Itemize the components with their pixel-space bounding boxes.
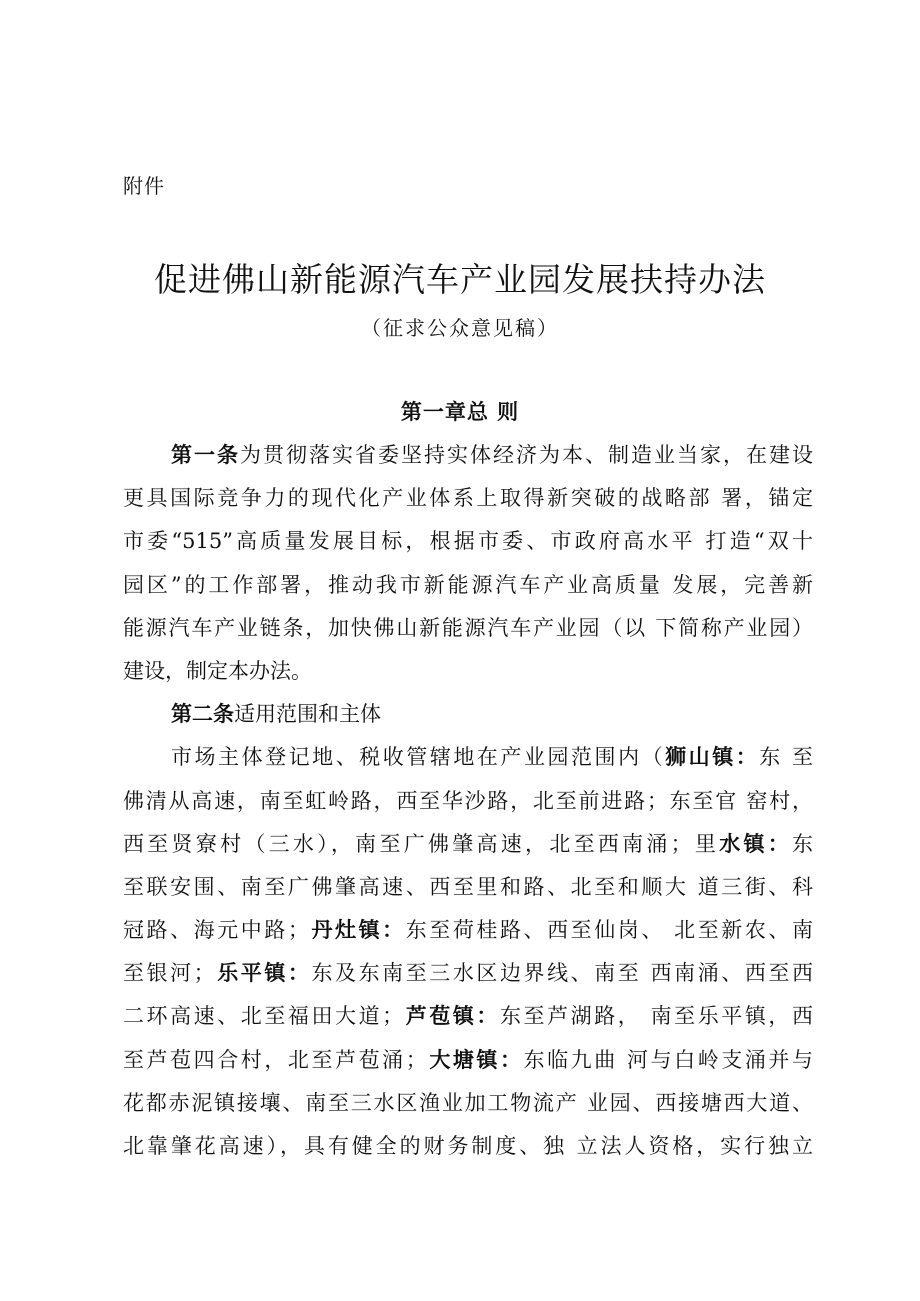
article1-line-4: 园区”的工作部署，推动我市新能源汽车产业高质量 发展，完善新 — [123, 572, 813, 597]
scope-line-1 — [123, 736, 813, 779]
scope-text: 至银河； — [123, 961, 215, 986]
scope-text: 至芦苞四合村，北至芦苞涌； — [123, 1047, 427, 1072]
attachment-label: 附件 — [123, 174, 165, 198]
article1-line-6: 建设，制定本办法。 — [123, 658, 312, 683]
scope-line-4: 至联安围、南至广佛肇高速、西至里和路、北至和顺大 道三街、科 — [123, 874, 813, 899]
scope-text: 二环高速、北至福田大道； — [123, 1004, 404, 1029]
article1-line-3: 市委“515”高质量发展目标，根据市委、市政府高水平 打造“双十 — [123, 529, 813, 554]
scope-text: 冠路、海元中路； — [123, 918, 309, 943]
scope-text: 东至荷桂路、西至仙岗、 北至新农、南 — [405, 918, 813, 943]
document-title: 促进佛山新能源汽车产业园发展扶持办法 — [154, 260, 766, 299]
scope-text: 东及东南至三水区边界线、南至 西南涌、西至西 — [311, 961, 813, 986]
article1-label: 第一条 — [171, 443, 240, 467]
document-subtitle: （征求公众意见稿） — [361, 316, 559, 340]
scope-line-10: 北靠肇花高速），具有健全的财务制度、独 立法人资格，实行独立 — [123, 1134, 813, 1158]
article1-line-2: 更具国际竞争力的现代化产业体系上取得新突破的战略部 署，锚定 — [123, 486, 813, 511]
scope-line-9: 花都赤泥镇接壤、南至三水区渔业加工物流产 业园、西接塘西大道、 — [123, 1090, 813, 1115]
article2-label: 第二条 — [171, 702, 234, 727]
town-lubao: 芦苞镇： — [403, 1004, 500, 1029]
scope-text: 东 至 — [759, 745, 813, 770]
scope-text: 东临九曲 河与白岭支涌并与 — [523, 1047, 813, 1072]
town-shishan: 狮山镇： — [665, 745, 760, 770]
article1-text: 为贯彻落实省委坚持实体经济为本、制造业当家，在建设 — [240, 443, 813, 467]
town-lishui: 水镇： — [719, 831, 793, 856]
document-body — [123, 434, 813, 1168]
article2-line — [123, 693, 813, 736]
scope-text: 市场主体登记地、税收管辖地在产业园范围内（ — [171, 745, 666, 770]
town-danzao: 丹灶镇： — [308, 918, 406, 943]
town-leping: 乐平镇： — [214, 961, 312, 986]
article2-text: 适用范围和主体 — [234, 702, 381, 727]
town-datang: 大塘镇： — [426, 1047, 524, 1072]
scope-text: 东 — [792, 831, 813, 856]
scope-line-8 — [123, 1039, 813, 1082]
chapter-heading: 第一章总 则 — [400, 400, 520, 424]
article1-line-1 — [123, 434, 813, 477]
scope-text: 东至芦湖路， 南至乐平镇，西 — [500, 1004, 813, 1029]
article1-line-5: 能源汽车产业链条，加快佛山新能源汽车产业园（以 下简称产业园） — [123, 615, 813, 640]
scope-line-2: 佛清从高速，南至虹岭路，西至华沙路，北至前进路；东至官 窑村， — [123, 788, 813, 813]
scope-line-6 — [123, 952, 813, 995]
scope-line-3 — [123, 823, 813, 866]
scope-text: 西至贤寮村（三水），南至广佛肇高速，北至西南涌；里 — [123, 831, 720, 856]
scope-line-7 — [123, 995, 813, 1038]
scope-line-5 — [123, 909, 813, 952]
